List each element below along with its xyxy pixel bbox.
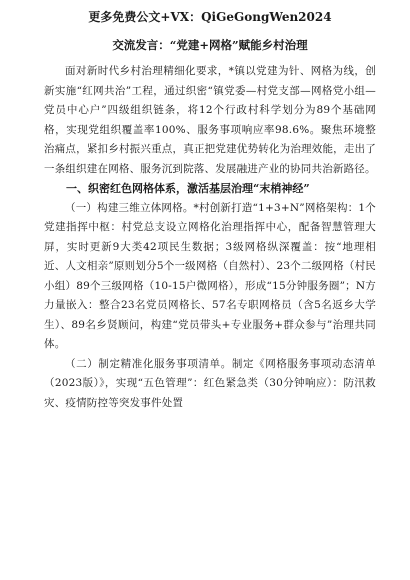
document-title: 交流发言：“党建+网格”赋能乡村治理 — [112, 38, 308, 52]
section-heading-1: 一、织密红色网格体系，激活基层治理“末梢神经” — [66, 182, 310, 195]
promo-header: 更多免费公文+VX：QiGeGongWen2024 — [88, 10, 332, 24]
section1-paragraph-1: （一）构建三维立体网格。*村创新打造“1+3+N”网格架构：1个党建指挥中枢：村党总支设立网格化治理指挥中心，配备智慧管理大屏，实时更新9大类42项民生数据；3级网格纵深覆盖：按“地理相近、人文相亲”原则划分5个一级网格（自然村）、23个二级网格（村民小组）89个三级网格（10-15户微网格），形成“15分钟服务圈”；N方力量嵌入：整合23名党员网格长、57名专职网格员（含5名返乡大学生）、89名乡贤顾问，构建“党员带头+专业服务+群众参与”治理共同体。 — [44, 201, 376, 350]
section1-paragraph-2: （二）制定精准化服务事项清单。制定《网格服务事项动态清单（2023版）》，实现“五色管理”：红色紧急类（30分钟响应）：防汛救灾、疫情防控等突发事件处置 — [44, 357, 376, 409]
intro-paragraph: 面对新时代乡村治理精细化要求，*镇以党建为针、网格为线，创新实施“红网共治”工程，通过织密“镇党委—村党支部—网格党小组—党员中心户”四级组织链条，将12个行政村科学划分为89个基础网格，实现党组织覆盖率100%、服务事项响应率98.6%。聚焦环境整治痛点，紧扣乡村振兴重点，真正把党建优势转化为治理效能，走出了一条组织建在网格、服务沉到院落、发展融进产业的协同共治新路径。 — [44, 65, 376, 175]
